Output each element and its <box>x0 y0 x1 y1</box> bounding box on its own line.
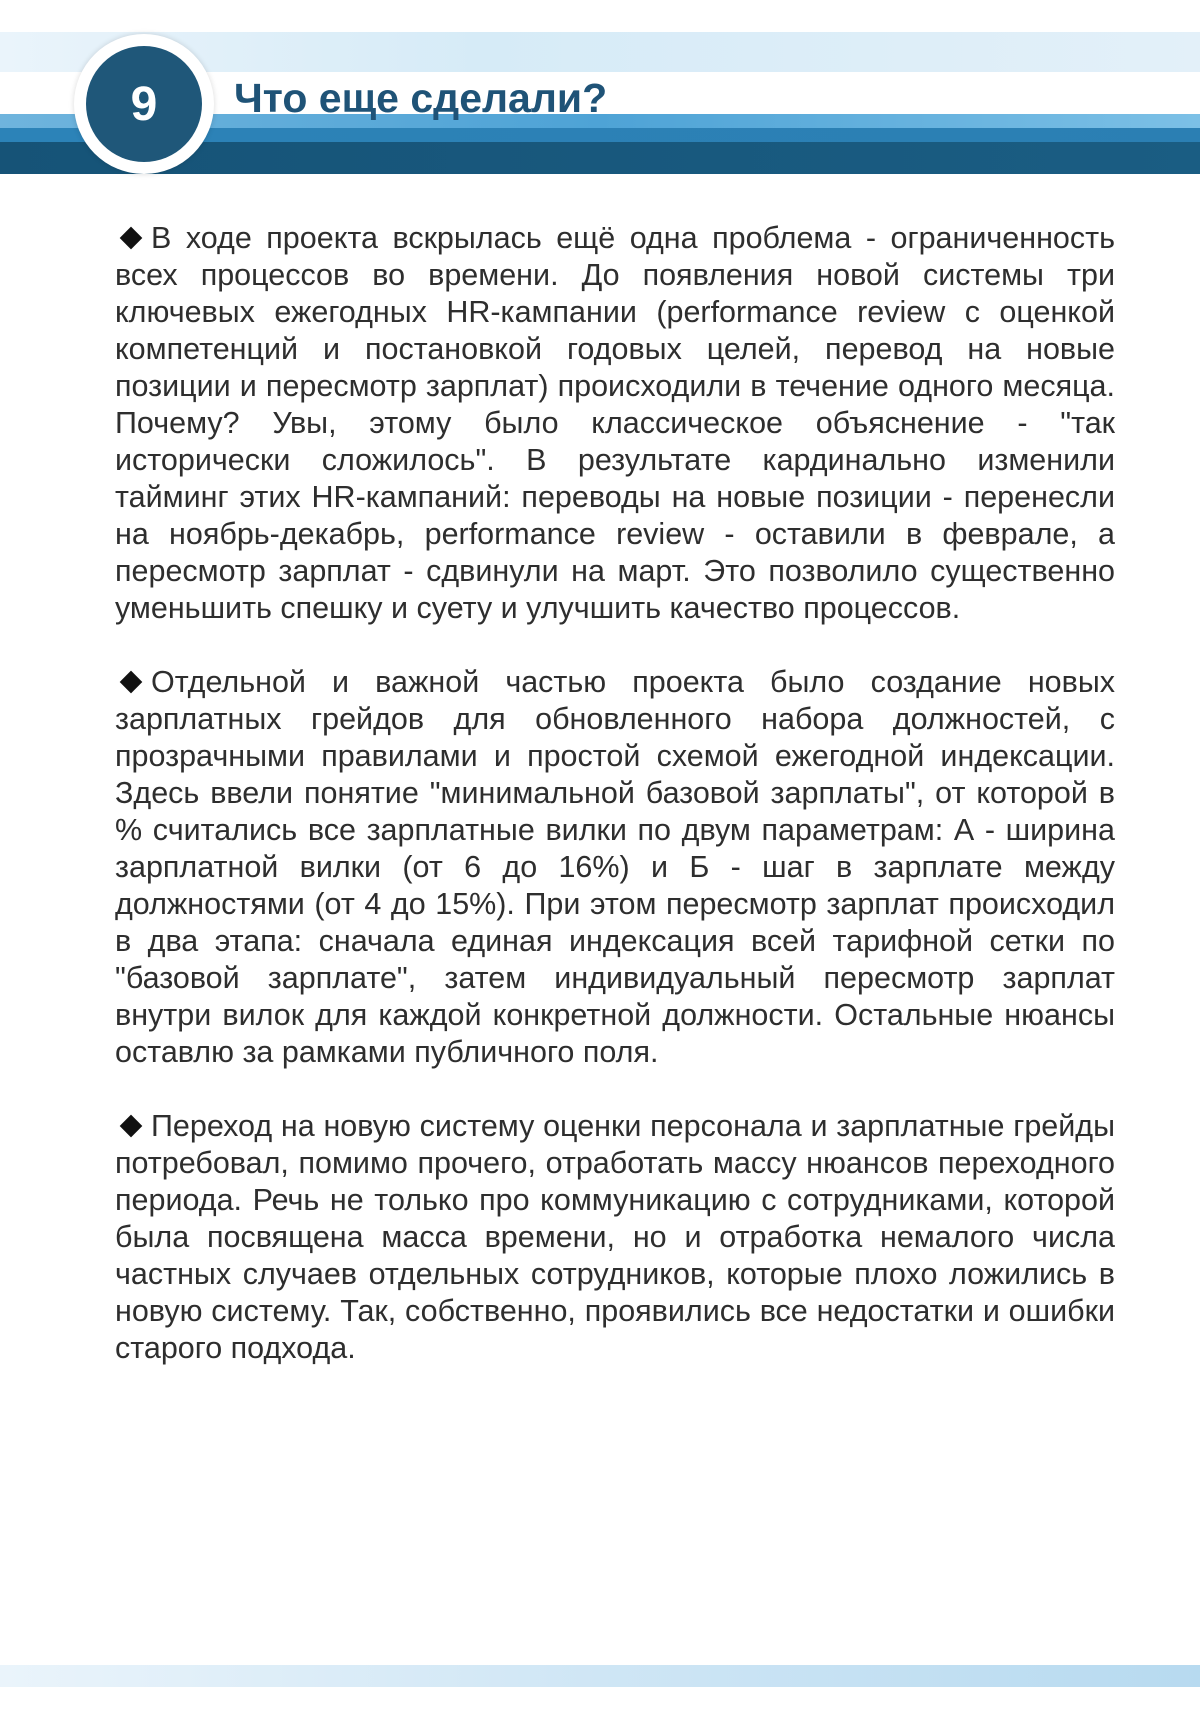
diamond-bullet-icon <box>120 671 143 694</box>
diamond-bullet-icon <box>120 227 143 250</box>
paragraph-text: Переход на новую систему оценки персонала и зарплатные грейды потребовал, помимо прочего, отработать массу нюансов переходного периода. Речь не только про коммуникацию с сотрудниками, которой была посвящена масса времени, но и отработка немалого числа частных случаев отдельных сотрудников, которые плохо ложились в новую систему. Так, собственно, проявились все недостатки и ошибки старого подхода. <box>115 1109 1115 1365</box>
footer-band <box>0 1665 1200 1687</box>
diamond-bullet-icon <box>120 1115 143 1138</box>
paragraph-text: Отдельной и важной частью проекта было создание новых зарплатных грейдов для обновленного набора должностей, с прозрачными правилами и простой схемой ежегодной индексации. Здесь ввели понятие "минимальной базовой зарплаты", от которой в % считались все зарплатные вилки по двум параметрам: А - ширина зарплатной вилки (от 6 до 16%) и Б - шаг в зарплате между должностями (от 4 до 15%). При этом пересмотр зарплат происходил в два этапа: сначала единая индексация всей тарифной сетки по "базовой зарплате", затем индивидуальный пересмотр зарплат внутри вилок для каждой конкретной должности. Остальные нюансы оставлю за рамками публичного поля. <box>115 665 1115 1069</box>
paragraph-1 <box>115 220 1115 627</box>
document-body <box>115 220 1115 1404</box>
paragraph-2 <box>115 664 1115 1071</box>
page-number-badge <box>86 46 202 162</box>
paragraph-3 <box>115 1108 1115 1367</box>
page-number: 9 <box>130 77 158 131</box>
paragraph-text: В ходе проекта вскрылась ещё одна проблема - ограниченность всех процессов во времени. До появления новой системы три ключевых ежегодных HR-кампании (performance review с оценкой компетенций и постановкой годовых целей, перевод на новые позиции и пересмотр зарплат) происходили в течение одного месяца. Почему? Увы, этому было классическое объяснение - "так исторически сложилось". В результате кардинально изменили тайминг этих HR-кампаний: переводы на новые позиции - перенесли на ноябрь-декабрь, performance review - оставили в феврале, а пересмотр зарплат - сдвинули на март. Это позволило существенно уменьшить спешку и суету и улучшить качество процессов. <box>115 221 1115 625</box>
page-title: Что еще сделали? <box>234 75 608 121</box>
